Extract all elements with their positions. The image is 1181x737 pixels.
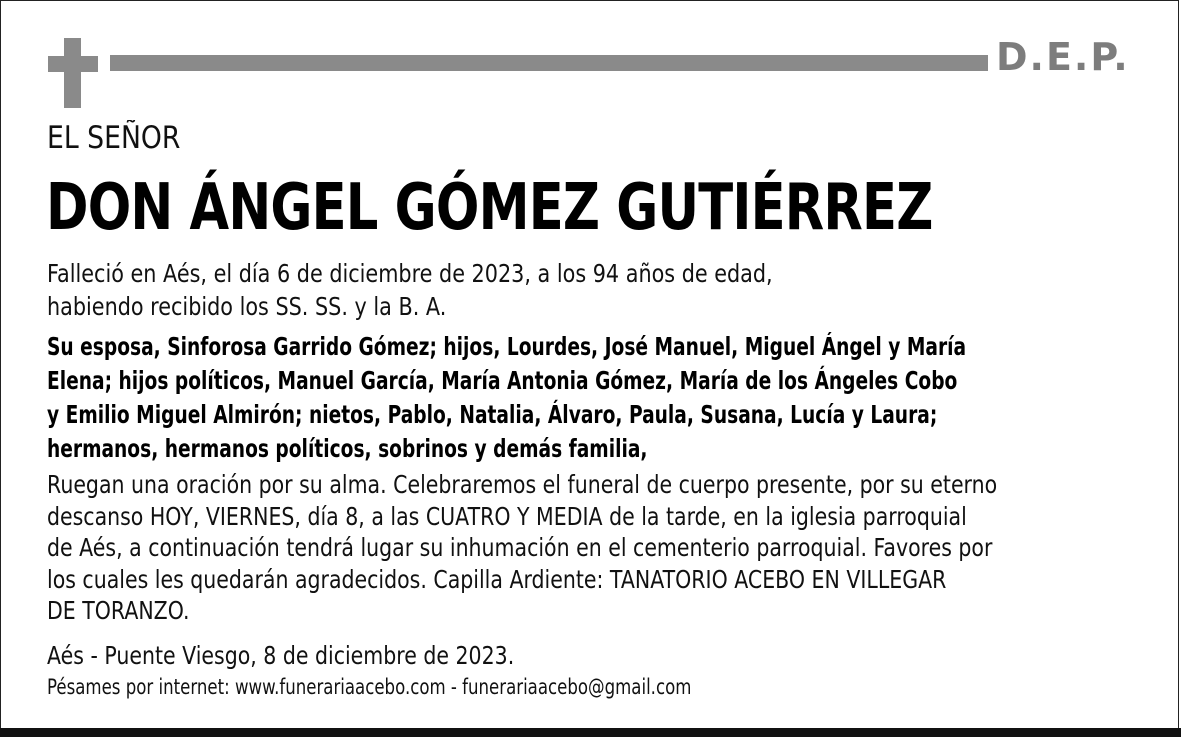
text-line: hermanos, hermanos políticos, sobrinos y demás familia, (47, 434, 648, 463)
text-line: Su esposa, Sinforosa Garrido Gómez; hijos, Lourdes, José Manuel, Miguel Ángel y María (47, 332, 967, 361)
text-line: descanso HOY, VIERNES, día 8, a las CUATRO Y MEDIA de la tarde, en la iglesia parroquial (47, 501, 967, 531)
family-paragraph (47, 330, 966, 466)
text-line: y Emilio Miguel Almirón; nietos, Pablo, Natalia, Álvaro, Paula, Susana, Lucía y Laura; (47, 400, 938, 429)
text-line: habiendo recibido los SS. SS. y la B. A. (47, 292, 447, 321)
dep-label: D.E.P. (996, 35, 1130, 79)
text-line: de Aés, a continuación tendrá lugar su inhumación en el cementerio parroquial. Favores por (47, 533, 993, 562)
condolences-contact: Pésames por internet: www.funerariaacebo.com - funerariaacebo@gmail.com (47, 675, 692, 699)
text-line: DE TORANZO. (47, 596, 190, 625)
death-notice-paragraph (47, 257, 773, 323)
header-rule (110, 55, 988, 71)
text-line: Falleció en Aés, el día 6 de diciembre de 2023, a los 94 años de edad, (47, 259, 773, 288)
bottom-rule (0, 728, 1181, 737)
ceremony-paragraph (47, 469, 997, 627)
text-line: Elena; hijos políticos, Manuel García, María Antonia Gómez, María de los Ángeles Cobo (47, 366, 958, 395)
deceased-prefix: EL SEÑOR (47, 120, 181, 156)
deceased-name: DON ÁNGEL GÓMEZ GUTIÉRREZ (46, 171, 933, 245)
cross-icon-crossbar (48, 56, 98, 72)
text-line: los cuales les quedarán agradecidos. Capilla Ardiente: TANATORIO ACEBO EN VILLEGAR (47, 564, 947, 594)
text-line: Ruegan una oración por su alma. Celebraremos el funeral de cuerpo presente, por su eterno (47, 470, 998, 499)
cross-icon (64, 38, 81, 108)
place-date: Aés - Puente Viesgo, 8 de diciembre de 2023. (47, 641, 515, 670)
